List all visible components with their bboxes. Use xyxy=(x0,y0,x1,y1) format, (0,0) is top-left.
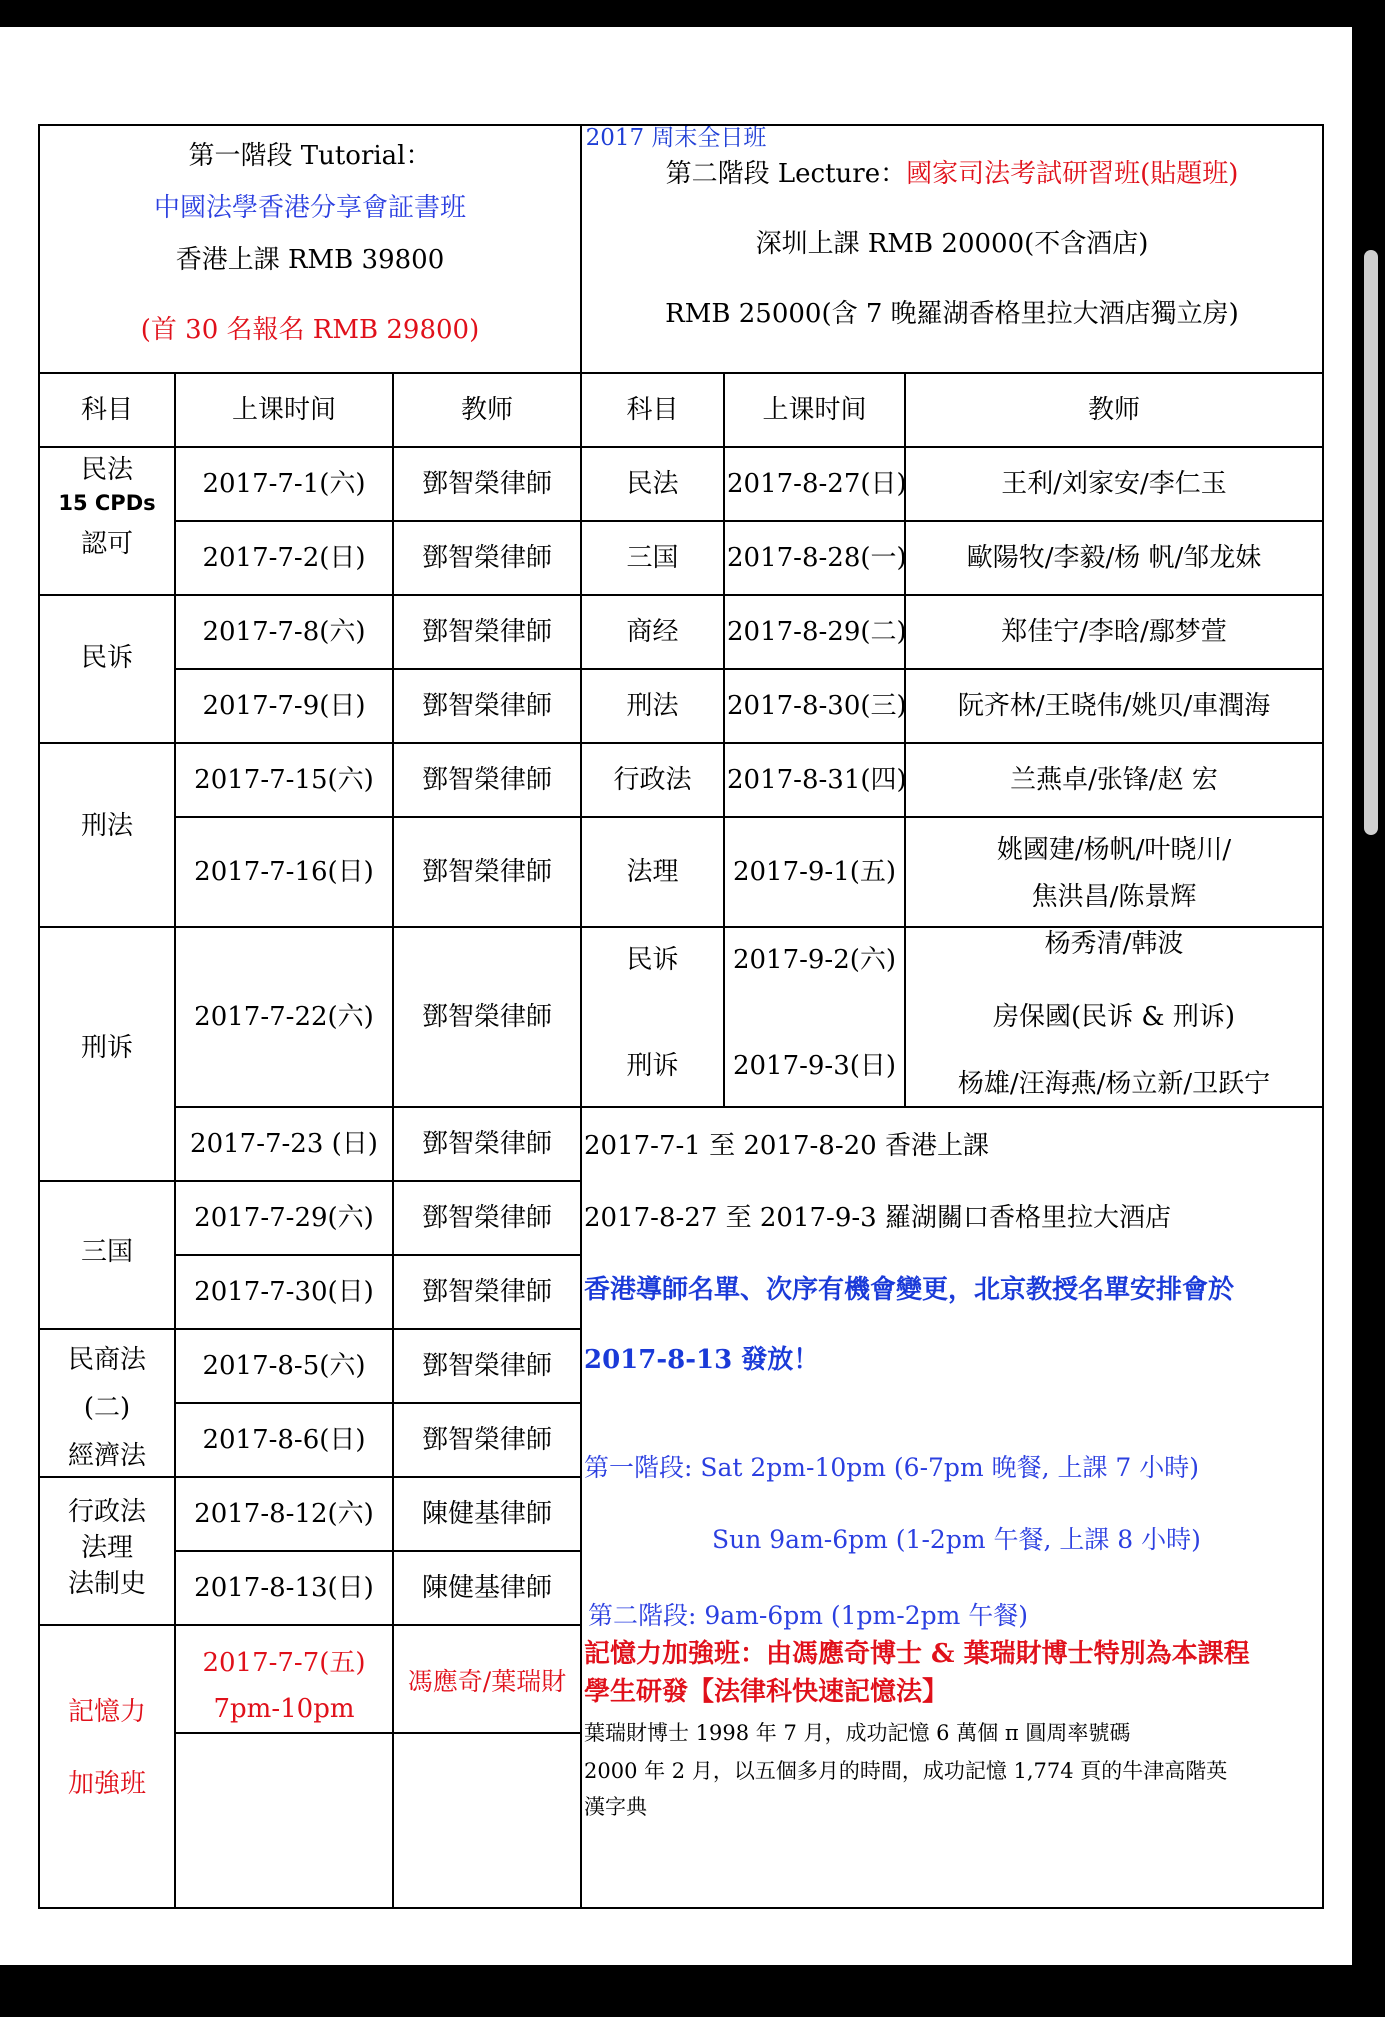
right-row-teacher: 歐陽牧/李毅/杨 帆/邹龙妹 xyxy=(966,543,1262,573)
note-memory-method: 學生研發【法律科快速記憶法】 xyxy=(584,1677,949,1707)
stage1-heading: 第一階段 Tutorial： xyxy=(188,141,432,171)
right-row-time: 2017-9-2(六) xyxy=(732,945,897,975)
right-row-teacher-2: 房保國(民诉 & 刑诉) xyxy=(993,1002,1235,1032)
subject-civil-procedure: 民诉 xyxy=(80,643,133,673)
right-row-teacher-2: 焦洪昌/陈景辉 xyxy=(1031,882,1197,912)
left-row-time: 2017-7-29(六) xyxy=(194,1203,374,1233)
note-hk-dates: 2017-7-1 至 2017-8-20 香港上課 xyxy=(584,1131,989,1161)
stage2-price2: RMB 25000(含 7 晚羅湖香格里拉大酒店獨立房) xyxy=(665,299,1239,329)
left-row-teacher: 鄧智榮律師 xyxy=(421,617,552,647)
right-row-time: 2017-9-3(日) xyxy=(732,1051,897,1081)
note-memory-pi: 葉瑞財博士 1998 年 7 月，成功記憶 6 萬個 π 圓周率號碼 xyxy=(584,1721,1131,1745)
subject-admin: 行政法 xyxy=(67,1497,146,1527)
right-row-subject: 刑法 xyxy=(626,691,679,721)
left-row-time: 2017-8-6(日) xyxy=(202,1425,366,1455)
subject-economic: 經濟法 xyxy=(67,1441,146,1471)
right-row-teacher: 郑佳宁/李晗/鄢梦萱 xyxy=(1001,617,1227,647)
stage2-program: 國家司法考試研習班(貼題班) xyxy=(906,159,1239,189)
left-row-teacher: 鄧智榮律師 xyxy=(421,1203,552,1233)
left-row-time: 2017-7-1(六) xyxy=(202,469,366,499)
memory-time-evening: 7pm-10pm xyxy=(213,1694,355,1724)
left-row-time: 2017-7-16(日) xyxy=(194,857,374,887)
subject-commercial-2: (二) xyxy=(83,1393,131,1423)
note-sz-dates: 2017-8-27 至 2017-9-3 羅湖關口香格里拉大酒店 xyxy=(584,1203,1171,1233)
right-row-teacher: 兰燕卓/张锋/赵 宏 xyxy=(1010,765,1218,795)
right-row-time: 2017-8-27(日) xyxy=(727,469,907,499)
left-row-teacher: 陳健基律師 xyxy=(421,1573,552,1603)
left-row-teacher: 鄧智榮律師 xyxy=(421,857,552,887)
header-teacher-left: 教师 xyxy=(460,395,513,425)
subject-criminal-procedure: 刑诉 xyxy=(80,1033,133,1063)
memory-teacher: 馮應奇/葉瑞財 xyxy=(407,1667,567,1696)
right-row-time: 2017-8-29(二) xyxy=(727,617,907,647)
stage1-promo: (首 30 名報名 RMB 29800) xyxy=(140,315,480,345)
scrollbar-thumb[interactable] xyxy=(1364,250,1378,835)
header-teacher-right: 教师 xyxy=(1087,395,1140,425)
note-stage2-hours: 第二階段: 9am-6pm (1pm-2pm 午餐) xyxy=(588,1601,1029,1630)
note-memory-dictionary-2: 漢字典 xyxy=(584,1795,647,1819)
left-row-time: 2017-7-9(日) xyxy=(202,691,366,721)
subject-civil-cpd: 15 CPDs xyxy=(58,491,156,515)
subject-jurisprudence: 法理 xyxy=(80,1533,133,1563)
subject-legal-history: 法制史 xyxy=(67,1569,146,1599)
right-row-teacher: 阮齐林/王晓伟/姚贝/車潤海 xyxy=(957,691,1271,721)
document-title: 2017 周末全日班 xyxy=(585,125,767,151)
document-page xyxy=(0,27,1352,1965)
note-stage1-sat: 第一階段: Sat 2pm-10pm (6-7pm 晚餐, 上課 7 小時) xyxy=(584,1453,1200,1482)
left-row-time: 2017-7-23 (日) xyxy=(190,1129,378,1159)
subject-criminal: 刑法 xyxy=(80,811,133,841)
subject-memory: 記憶力 xyxy=(67,1697,146,1727)
right-row-time: 2017-8-30(三) xyxy=(727,691,907,721)
right-row-time: 2017-8-31(四) xyxy=(727,765,907,795)
left-row-teacher: 陳健基律師 xyxy=(421,1499,552,1529)
header-subject-left: 科目 xyxy=(80,395,133,425)
note-stage1-sun: Sun 9am-6pm (1-2pm 午餐, 上課 8 小時) xyxy=(712,1525,1201,1554)
note-change-warning: 香港導師名單、次序有機會變更，北京教授名單安排會於 xyxy=(584,1275,1235,1305)
right-row-time: 2017-9-1(五) xyxy=(732,857,897,887)
right-row-subject: 民诉 xyxy=(626,945,679,975)
header-time-left: 上课时间 xyxy=(231,395,336,425)
left-row-time: 2017-8-13(日) xyxy=(194,1573,374,1603)
right-row-subject: 刑诉 xyxy=(626,1051,679,1081)
left-row-time: 2017-7-2(日) xyxy=(202,543,366,573)
stage1-program: 中國法學香港分享會証書班 xyxy=(153,193,466,223)
note-memory-dictionary: 2000 年 2 月，以五個多月的時間，成功記憶 1,774 頁的牛津高階英 xyxy=(584,1759,1228,1783)
subject-civil: 民法 xyxy=(80,455,133,485)
left-row-teacher: 鄧智榮律師 xyxy=(421,1351,552,1381)
left-row-teacher: 鄧智榮律師 xyxy=(421,469,552,499)
left-row-teacher: 鄧智榮律師 xyxy=(421,1277,552,1307)
left-row-teacher: 鄧智榮律師 xyxy=(421,1002,552,1032)
right-row-teacher: 姚國建/杨帆/叶晓川/ xyxy=(996,835,1232,865)
stage2-heading-line xyxy=(581,159,1323,189)
left-row-time: 2017-7-15(六) xyxy=(194,765,374,795)
right-row-teacher: 杨雄/汪海燕/杨立新/卫跃宁 xyxy=(957,1069,1271,1099)
left-row-time: 2017-7-30(日) xyxy=(194,1277,374,1307)
left-row-time: 2017-7-8(六) xyxy=(202,617,366,647)
left-row-teacher: 鄧智榮律師 xyxy=(421,691,552,721)
header-subject-right: 科目 xyxy=(626,395,679,425)
note-memory-intro: 記憶力加強班：由馮應奇博士 & 葉瑞財博士特別為本課程 xyxy=(584,1639,1250,1669)
memory-time: 2017-7-7(五) xyxy=(202,1648,366,1678)
right-row-teacher: 王利/刘家安/李仁玉 xyxy=(1001,469,1227,499)
left-row-teacher: 鄧智榮律師 xyxy=(421,765,552,795)
note-release-date: 2017-8-13 發放！ xyxy=(584,1345,820,1375)
right-row-subject: 法理 xyxy=(626,857,679,887)
right-row-subject: 民法 xyxy=(626,469,679,499)
right-row-time: 2017-8-28(一) xyxy=(727,543,907,573)
right-row-subject: 三国 xyxy=(626,543,679,573)
subject-international: 三国 xyxy=(80,1237,133,1267)
right-row-teacher: 杨秀清/韩波 xyxy=(1044,929,1184,959)
header-time-right: 上课时间 xyxy=(762,395,867,425)
subject-commercial: 民商法 xyxy=(67,1345,146,1375)
stage2-price1: 深圳上課 RMB 20000(不含酒店) xyxy=(755,229,1149,259)
stage2-heading: 第二階段 Lecture： xyxy=(665,159,907,189)
stage1-price: 香港上課 RMB 39800 xyxy=(175,245,445,275)
subject-memory-2: 加強班 xyxy=(67,1769,146,1799)
right-row-subject: 商经 xyxy=(626,617,679,647)
right-row-subject: 行政法 xyxy=(613,765,692,795)
subject-civil-approved: 認可 xyxy=(80,529,133,559)
left-row-teacher: 鄧智榮律師 xyxy=(421,1129,552,1159)
left-row-time: 2017-8-12(六) xyxy=(194,1499,374,1529)
left-row-time: 2017-7-22(六) xyxy=(194,1002,374,1032)
left-row-teacher: 鄧智榮律師 xyxy=(421,543,552,573)
left-row-teacher: 鄧智榮律師 xyxy=(421,1425,552,1455)
left-row-time: 2017-8-5(六) xyxy=(202,1351,366,1381)
